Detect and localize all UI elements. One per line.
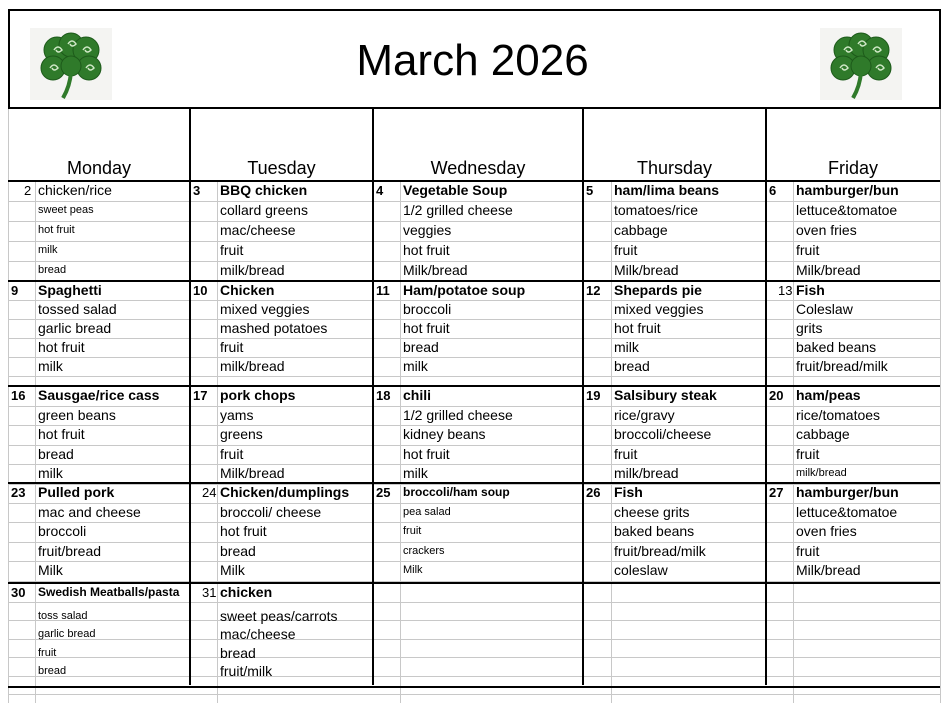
menu-item: bread [220, 542, 256, 559]
date-number: 4 [376, 183, 384, 198]
menu-item: baked beans [614, 523, 695, 539]
menu-item: garlic bread [38, 320, 112, 336]
menu-item: Milk [38, 562, 63, 578]
day-header-wednesday: Wednesday [430, 158, 526, 178]
menu-item: Chicken [220, 282, 275, 298]
menu-item: lettuce&tomatoe [796, 503, 898, 520]
menu-item: mac and cheese [38, 503, 141, 520]
shamrock-icon-left [30, 28, 112, 100]
menu-item: fruit [220, 242, 244, 258]
grid-line [8, 376, 940, 377]
menu-item: Fish [614, 484, 643, 500]
menu-item: milk [38, 244, 58, 256]
menu-item: milk/bread [220, 358, 285, 374]
menu-item: Milk/bread [614, 262, 679, 278]
menu-item: bread [614, 358, 650, 374]
grid-line [8, 657, 940, 658]
menu-item: fruit [220, 339, 244, 355]
cell-bottom-border [190, 686, 373, 688]
date-number: 12 [586, 283, 601, 298]
menu-item: Fish [796, 282, 825, 298]
date-number: 2 [24, 183, 32, 198]
menu-item: bread [38, 264, 67, 276]
menu-item: grits [796, 320, 823, 336]
menu-item: broccoli/ cheese [220, 503, 322, 520]
column-border [189, 109, 191, 685]
menu-item: hamburger/bun [796, 484, 899, 500]
menu-item: milk [614, 339, 639, 355]
date-number: 9 [11, 283, 19, 298]
menu-item: Pulled pork [38, 484, 115, 500]
menu-item: cabbage [614, 222, 668, 238]
menu-item: 1/2 grilled cheese [403, 202, 513, 218]
menu-item: Salsibury steak [614, 387, 717, 403]
grid-line [8, 602, 940, 603]
menu-item: hot fruit [403, 242, 450, 258]
menu-item: milk [403, 358, 428, 374]
shamrock-icon-right [820, 28, 902, 100]
menu-item: fruit [796, 242, 820, 258]
day-header-monday: Monday [66, 158, 132, 178]
menu-item: chili [403, 387, 432, 403]
menu-item: garlic bread [38, 628, 96, 640]
day-header-thursday: Thursday [636, 158, 713, 178]
menu-item: milk/bread [614, 465, 679, 481]
menu-item: oven fries [796, 222, 857, 238]
menu-item: fruit [614, 445, 638, 462]
date-number: 27 [769, 485, 784, 500]
date-number: 11 [376, 283, 390, 298]
date-number: 26 [586, 485, 601, 500]
menu-item: greens [220, 426, 263, 442]
menu-item: Coleslaw [796, 301, 853, 317]
menu-item: tossed salad [38, 301, 117, 317]
menu-item: Milk [403, 564, 423, 576]
menu-item: hot fruit [403, 445, 450, 462]
date-number: 13 [778, 283, 793, 298]
menu-item: mac/cheese [220, 626, 296, 642]
menu-item: milk [38, 465, 63, 481]
menu-item: sweet peas [38, 204, 94, 216]
menu-item: broccoli/ham soup [403, 485, 510, 499]
menu-item: fruit [614, 242, 638, 258]
date-number: 20 [769, 388, 784, 403]
menu-item: chicken [220, 584, 273, 600]
menu-item: milk [403, 465, 428, 481]
calendar-title: March 2026 [356, 36, 589, 85]
menu-item: mixed veggies [614, 301, 704, 317]
date-number: 5 [586, 183, 594, 198]
menu-item: fruit/bread/milk [796, 358, 888, 374]
grid-line [8, 620, 940, 621]
menu-item: ham/lima beans [614, 182, 720, 198]
menu-item: hot fruit [614, 320, 661, 336]
grid-line [217, 181, 218, 703]
menu-item: milk/bread [796, 467, 847, 479]
menu-item: ham/peas [796, 387, 861, 403]
menu-item: fruit [220, 445, 244, 462]
grid-line [8, 694, 940, 695]
grid-line [940, 109, 941, 703]
grid-line [8, 109, 9, 703]
date-number: 23 [11, 485, 26, 500]
menu-item: broccoli [403, 301, 452, 317]
menu-item: rice/gravy [614, 406, 675, 423]
menu-item: cheese grits [614, 503, 690, 520]
menu-item: Swedish Meatballs/pasta [38, 585, 180, 599]
menu-item: fruit [796, 542, 820, 559]
menu-item: fruit [38, 646, 57, 659]
date-number: 19 [586, 388, 601, 403]
menu-item: chicken/rice [38, 182, 112, 198]
menu-item: hot fruit [220, 523, 267, 539]
date-number: 31 [202, 585, 217, 600]
menu-item: kidney beans [403, 426, 486, 442]
menu-item: oven fries [796, 523, 857, 539]
menu-item: lettuce&tomatoe [796, 202, 898, 218]
cell-bottom-border [373, 686, 583, 688]
menu-item: coleslaw [614, 562, 668, 578]
date-number: 16 [11, 388, 26, 403]
menu-item: Chicken/dumplings [220, 484, 350, 500]
menu-item: yams [220, 406, 254, 423]
menu-item: bread [403, 339, 439, 355]
menu-item: Milk/bread [403, 262, 468, 278]
menu-item: bread [38, 665, 67, 677]
menu-item: mixed veggies [220, 301, 310, 317]
date-number: 6 [769, 183, 777, 198]
menu-item: fruit/milk [220, 663, 273, 679]
date-number: 24 [202, 485, 217, 500]
menu-item: Shepards pie [614, 282, 702, 298]
grid-line [35, 181, 36, 703]
column-border [372, 109, 374, 685]
date-number: 10 [193, 283, 208, 298]
menu-item: collard greens [220, 202, 308, 218]
menu-item: broccoli [38, 523, 87, 539]
menu-item: broccoli/cheese [614, 426, 712, 442]
cell-bottom-border [766, 686, 940, 688]
menu-item: pea salad [403, 505, 451, 518]
menu-item: sweet peas/carrots [220, 607, 338, 624]
cell-bottom-border [583, 686, 766, 688]
date-number: 3 [193, 183, 201, 198]
menu-item: veggies [403, 222, 452, 238]
menu-item: hot fruit [38, 339, 85, 355]
menu-item: Spaghetti [38, 282, 102, 298]
menu-item: BBQ chicken [220, 182, 308, 198]
day-header-friday: Friday [827, 158, 878, 178]
menu-item: Sausgae/rice cass [38, 387, 160, 403]
date-number: 25 [376, 485, 391, 500]
menu-item: Milk/bread [220, 465, 285, 481]
menu-item: baked beans [796, 339, 877, 355]
menu-item: bread [220, 644, 256, 661]
menu-item: bread [38, 445, 74, 462]
cell-bottom-border [8, 686, 190, 688]
grid-line [8, 676, 940, 677]
menu-item: Ham/potatoe soup [403, 282, 526, 298]
menu-item: toss salad [38, 609, 88, 622]
menu-item: Milk/bread [796, 562, 861, 578]
date-number: 30 [11, 585, 26, 600]
menu-item: hot fruit [38, 426, 85, 442]
menu-item: crackers [403, 544, 445, 557]
menu-item: fruit/bread [38, 542, 102, 559]
menu-item: mashed potatoes [220, 320, 328, 336]
menu-item: hamburger/bun [796, 182, 899, 198]
menu-item: Milk [220, 562, 245, 578]
date-number: 17 [193, 388, 208, 403]
menu-item: tomatoes/rice [614, 202, 699, 218]
menu-item: fruit [403, 525, 422, 537]
menu-item: green beans [38, 406, 116, 423]
day-header-tuesday: Tuesday [247, 158, 316, 178]
grid-line [400, 181, 401, 703]
menu-item: fruit/bread/milk [614, 542, 706, 559]
grid-line [611, 181, 612, 703]
date-number: 18 [376, 388, 391, 403]
menu-item: fruit [796, 445, 820, 462]
menu-item: cabbage [796, 426, 850, 442]
grid-line [793, 181, 794, 703]
menu-item: Milk/bread [796, 262, 861, 278]
menu-item: pork chops [220, 387, 296, 403]
grid-line [8, 639, 940, 640]
menu-item: hot fruit [38, 224, 75, 236]
menu-item: milk/bread [220, 262, 285, 278]
menu-item: rice/tomatoes [796, 406, 881, 423]
menu-item: Vegetable Soup [403, 182, 508, 198]
menu-item: 1/2 grilled cheese [403, 406, 513, 423]
column-border [765, 109, 767, 685]
menu-item: mac/cheese [220, 222, 296, 238]
menu-item: hot fruit [403, 320, 450, 336]
menu-item: milk [38, 358, 63, 374]
column-border [582, 109, 584, 685]
